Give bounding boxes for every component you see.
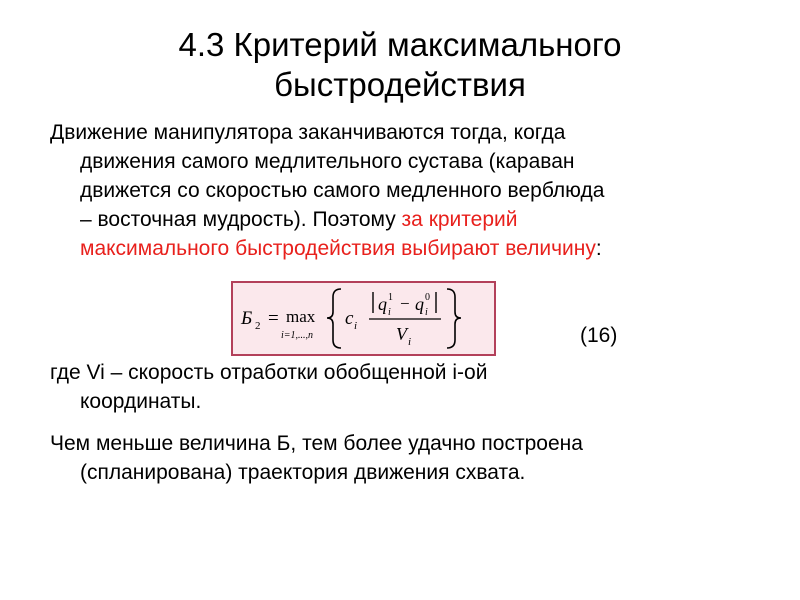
paragraph-motion-line-2: движения самого медлительного сустава (караван (80, 150, 575, 173)
formula-max: max (286, 307, 316, 326)
formula-den: V (396, 324, 407, 344)
paragraph-velocity-line-2: координаты. (80, 390, 202, 413)
paragraph-velocity (50, 358, 765, 416)
paragraph-motion-line-5 (50, 234, 765, 263)
formula-num-b-sub: i (425, 307, 428, 318)
formula-equals: = (268, 308, 279, 329)
title-line-1: 4.3 Критерий максимального (178, 26, 622, 63)
criterion-highlight-end: максимального быстродействия выбирают величину (80, 237, 596, 260)
paragraph-motion-line-3: движется со скоростью самого медленного верблюда (80, 179, 605, 202)
paragraph-conclusion-line-1: Чем меньше величина Б, тем более удачно построена (50, 432, 583, 455)
formula-right-brace (447, 289, 461, 348)
formula-lhs: Б (241, 308, 253, 329)
paragraph-motion (50, 118, 765, 263)
slide-title (0, 25, 800, 105)
formula-num-b-sup: 0 (425, 292, 430, 303)
paragraph-motion-line-1: Движение манипулятора заканчиваются тогда, когда (50, 121, 566, 144)
formula-box (231, 281, 496, 356)
formula-den-sub: i (408, 336, 412, 348)
equation-number: (16) (580, 324, 618, 347)
paragraph-conclusion-line-2: (спланирована) траектория движения схвата. (80, 461, 526, 484)
formula-coef-sub: i (354, 320, 358, 332)
paragraph-velocity-line-1: где Vi – скорость отработки обобщенной i-ой (50, 361, 488, 384)
formula-coef: c (345, 308, 354, 329)
formula-num-a-sup: 1 (388, 292, 393, 303)
formula-left-brace (327, 289, 341, 348)
formula-num-a-sub: i (388, 307, 391, 318)
criterion-highlight-start: за критерий (401, 208, 518, 231)
formula (233, 283, 494, 354)
title-line-2: быстродействия (274, 66, 526, 103)
paragraph-motion-line-4-text: – восточная мудрость). Поэтому (80, 208, 402, 231)
formula-minus: − (400, 294, 410, 313)
formula-num-b: q (415, 294, 424, 314)
paragraph-conclusion (50, 429, 765, 487)
formula-lhs-sub: 2 (255, 320, 261, 332)
formula-num-a: q (378, 294, 387, 314)
paragraph-motion-colon: : (595, 237, 602, 260)
formula-max-sub: i=1,...,n (281, 330, 314, 341)
paragraph-motion-line-4 (50, 205, 765, 234)
